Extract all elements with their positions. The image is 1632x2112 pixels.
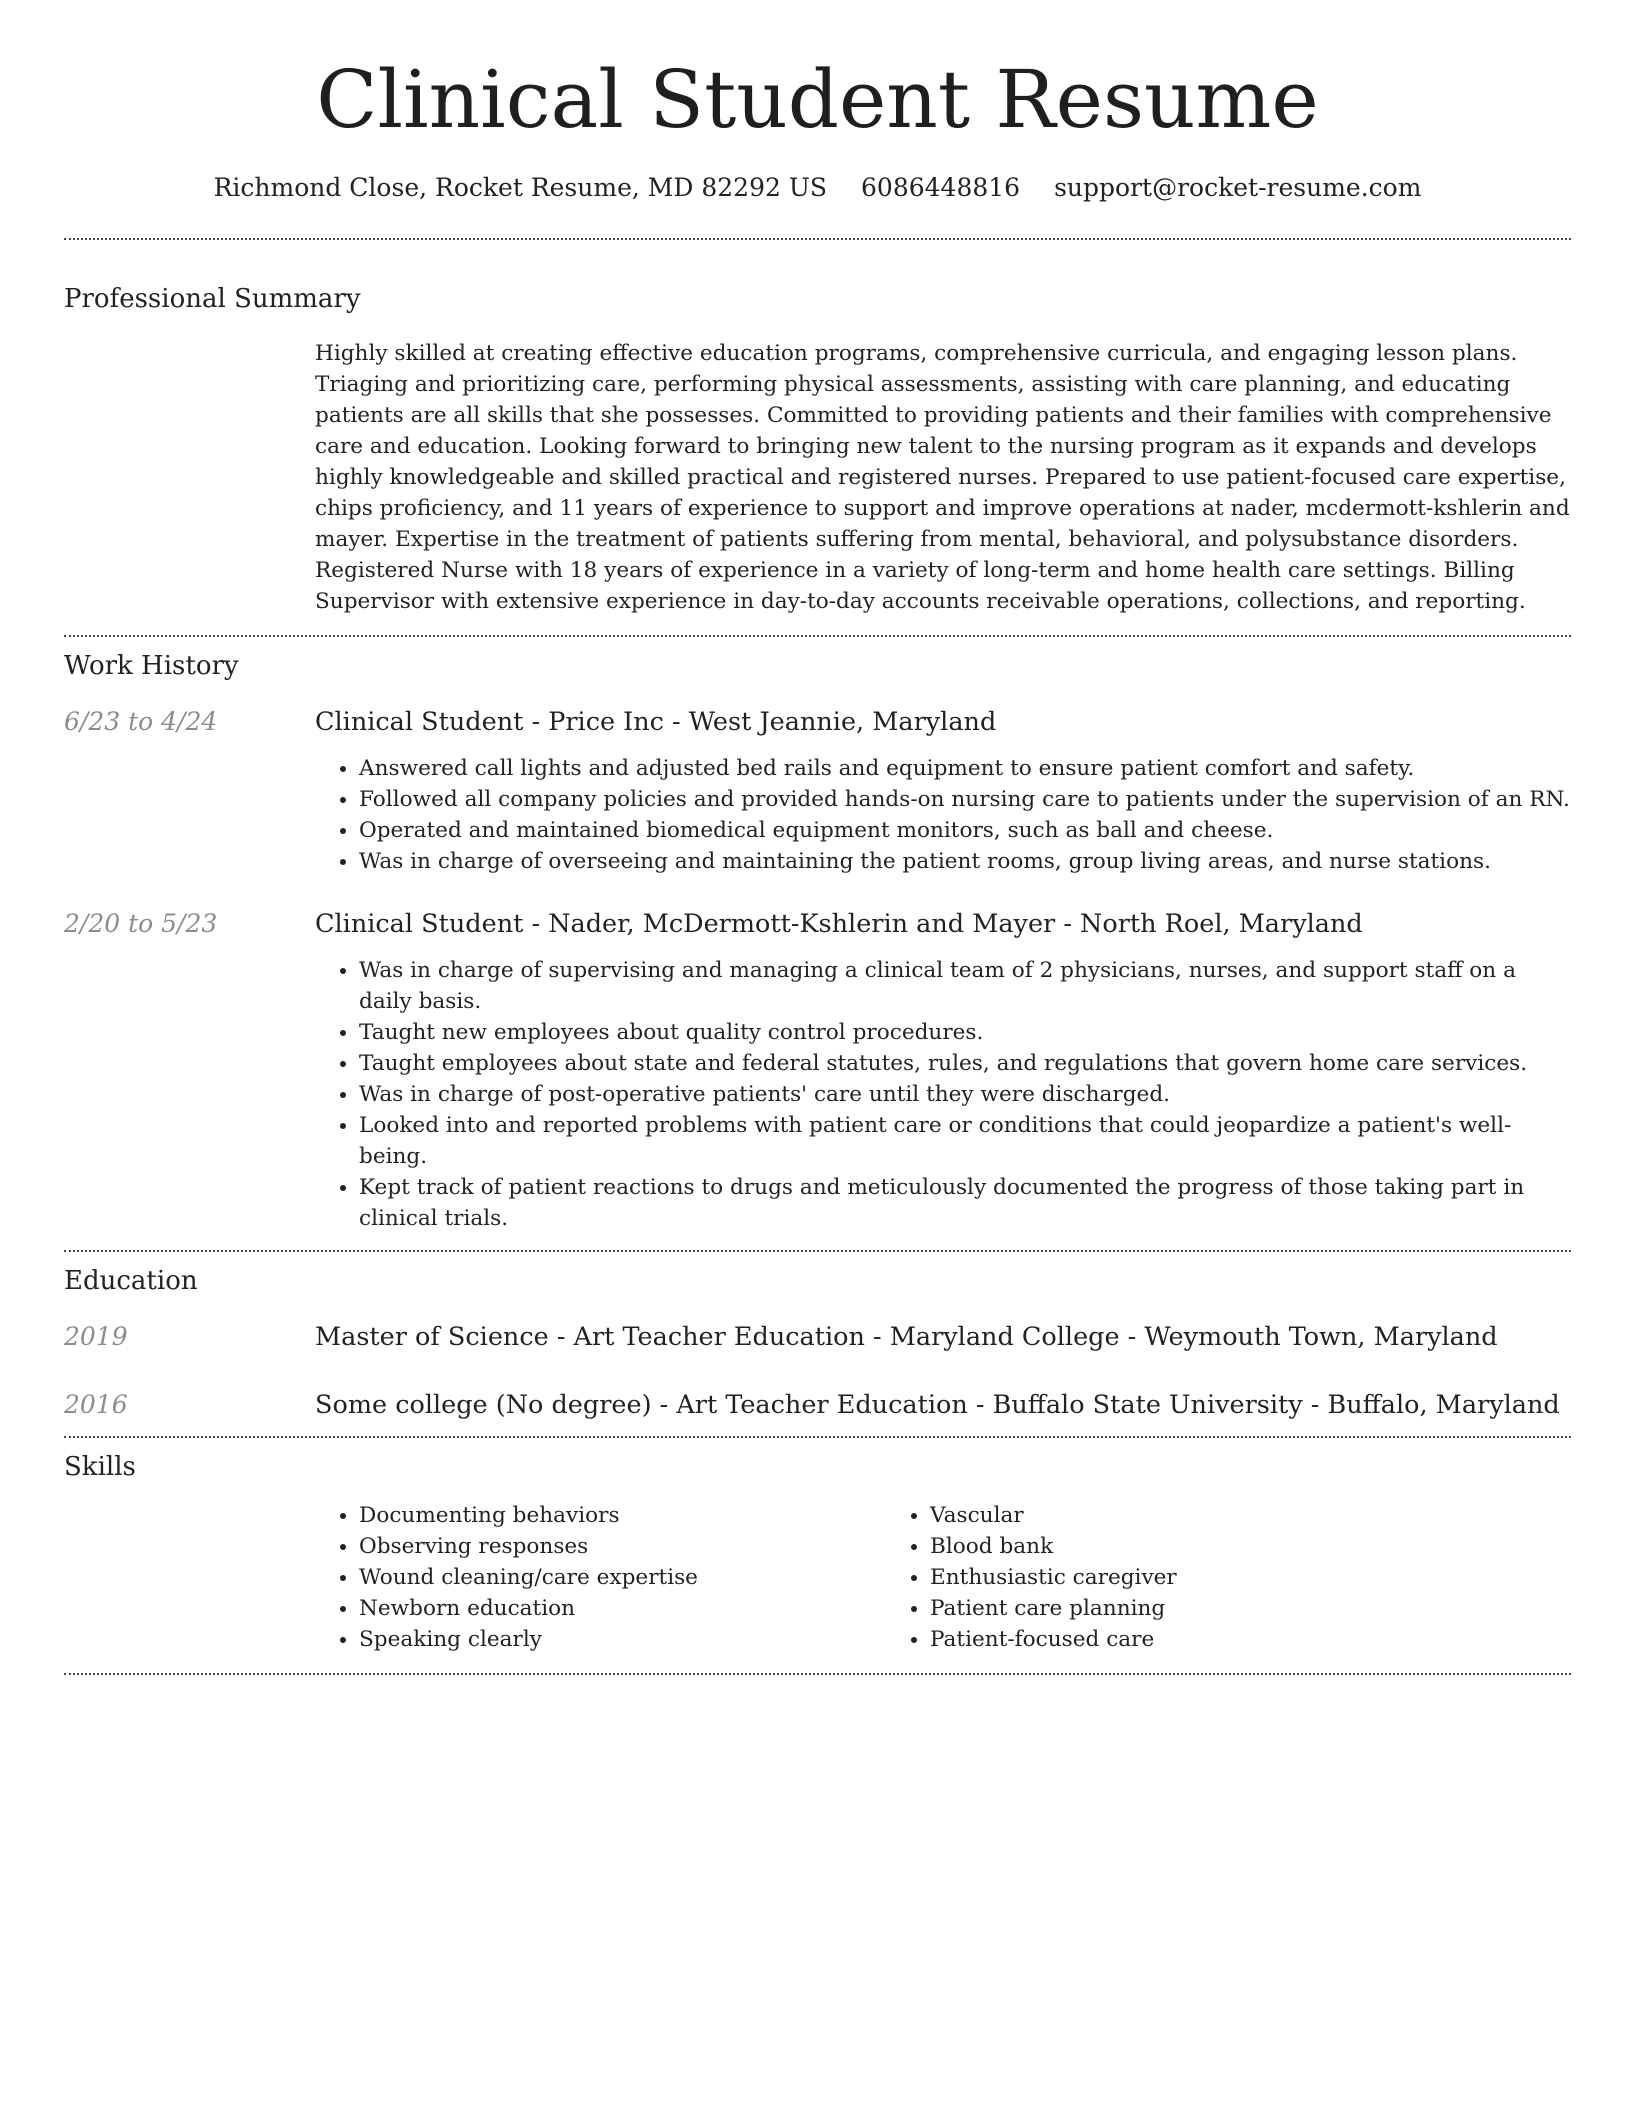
section-divider (64, 238, 1571, 240)
skill-item: • Observing responses (359, 1531, 886, 1562)
education-detail: Master of Science - Art Teacher Education - Maryland College - Weymouth Town, Maryland (315, 1322, 1498, 1352)
list-item: • Followed all company policies and provided hands-on nursing care to patients under the supervision of an RN. (359, 784, 1571, 815)
job-title: Clinical Student - Nader, McDermott-Kshlerin and Mayer - North Roel, Maryland (315, 909, 1363, 939)
section-divider (64, 1436, 1571, 1438)
contact-line (64, 172, 1571, 204)
skill-item: • Speaking clearly (359, 1624, 886, 1655)
list-item: • Operated and maintained biomedical equipment monitors, such as ball and cheese. (359, 815, 1571, 846)
education-detail: Some college (No degree) - Art Teacher Education - Buffalo State University - Buffalo, Maryland (315, 1390, 1560, 1420)
education-year: 2016 (64, 1390, 128, 1419)
job-dates: 2/20 to 5/23 (64, 909, 218, 938)
section-divider (64, 1673, 1571, 1675)
page-title: Clinical Student Resume (316, 53, 1319, 146)
education-entry-2 (64, 1388, 1571, 1422)
list-item: • Taught employees about state and federal statutes, rules, and regulations that govern home care services. (359, 1048, 1571, 1079)
resume-page (64, 0, 1571, 1675)
list-item: • Taught new employees about quality control procedures. (359, 1017, 1571, 1048)
skills-list (315, 1500, 1571, 1655)
section-divider (64, 1250, 1571, 1252)
skill-item: • Vascular (930, 1500, 1457, 1531)
skill-item: • Patient care planning (930, 1593, 1457, 1624)
list-item: • Answered call lights and adjusted bed rails and equipment to ensure patient comfort and safety. (359, 753, 1571, 784)
job-dates: 6/23 to 4/24 (64, 707, 218, 736)
job-bullets-2 (315, 955, 1571, 1234)
job-entry-1 (64, 705, 1571, 739)
contact-phone: 6086448816 (861, 173, 1021, 202)
education-heading: Education (64, 1266, 198, 1296)
list-item: • Was in charge of supervising and managing a clinical team of 2 physicians, nurses, and support staff on a daily basis. (359, 955, 1571, 1017)
skills-column-right (886, 1500, 1457, 1655)
work-history-heading: Work History (64, 651, 239, 681)
contact-address: Richmond Close, Rocket Resume, MD 82292 US (213, 173, 828, 202)
list-item: • Looked into and reported problems with patient care or conditions that could jeopardize a patient's well-being. (359, 1110, 1571, 1172)
job-bullets-1 (315, 753, 1571, 877)
skills-heading: Skills (64, 1452, 136, 1482)
education-entry-1 (64, 1320, 1571, 1354)
skill-item: • Blood bank (930, 1531, 1457, 1562)
summary-text: Highly skilled at creating effective education programs, comprehensive curricula, and engaging lesson plans. Triaging and prioritizing care, performing physical assessments, assisting with care planning, and educating patients are all skills that she possesses. Committed to providing patients and their families with comprehensive care and education. Looking forward to bringing new talent to the nursing program as it expands and develops highly knowledgeable and skilled practical and registered nurses. Prepared to use patient-focused care expertise, chips proficiency, and 11 years of experience to support and improve operations at nader, mcdermott-kshlerin and mayer. Expertise in the treatment of patients suffering from mental, behavioral, and polysubstance disorders. Registered Nurse with 18 years of experience in a variety of long-term and home health care settings. Billing Supervisor with extensive experience in day-to-day accounts receivable operations, collections, and reporting. (315, 341, 1570, 614)
section-divider (64, 635, 1571, 637)
skill-item: • Enthusiastic caregiver (930, 1562, 1457, 1593)
job-entry-2 (64, 907, 1571, 941)
contact-email: support@rocket-resume.com (1054, 173, 1422, 202)
job-title: Clinical Student - Price Inc - West Jeannie, Maryland (315, 707, 997, 737)
summary-heading: Professional Summary (64, 284, 361, 314)
list-item: • Was in charge of post-operative patients' care until they were discharged. (359, 1079, 1571, 1110)
skill-item: • Patient-focused care (930, 1624, 1457, 1655)
list-item: • Was in charge of overseeing and maintaining the patient rooms, group living areas, and nurse stations. (359, 846, 1571, 877)
skills-column-left (315, 1500, 886, 1655)
skill-item: • Documenting behaviors (359, 1500, 886, 1531)
skill-item: • Newborn education (359, 1593, 886, 1624)
education-year: 2019 (64, 1322, 128, 1351)
list-item: • Kept track of patient reactions to drugs and meticulously documented the progress of those taking part in clinical trials. (359, 1172, 1571, 1234)
skill-item: • Wound cleaning/care expertise (359, 1562, 886, 1593)
